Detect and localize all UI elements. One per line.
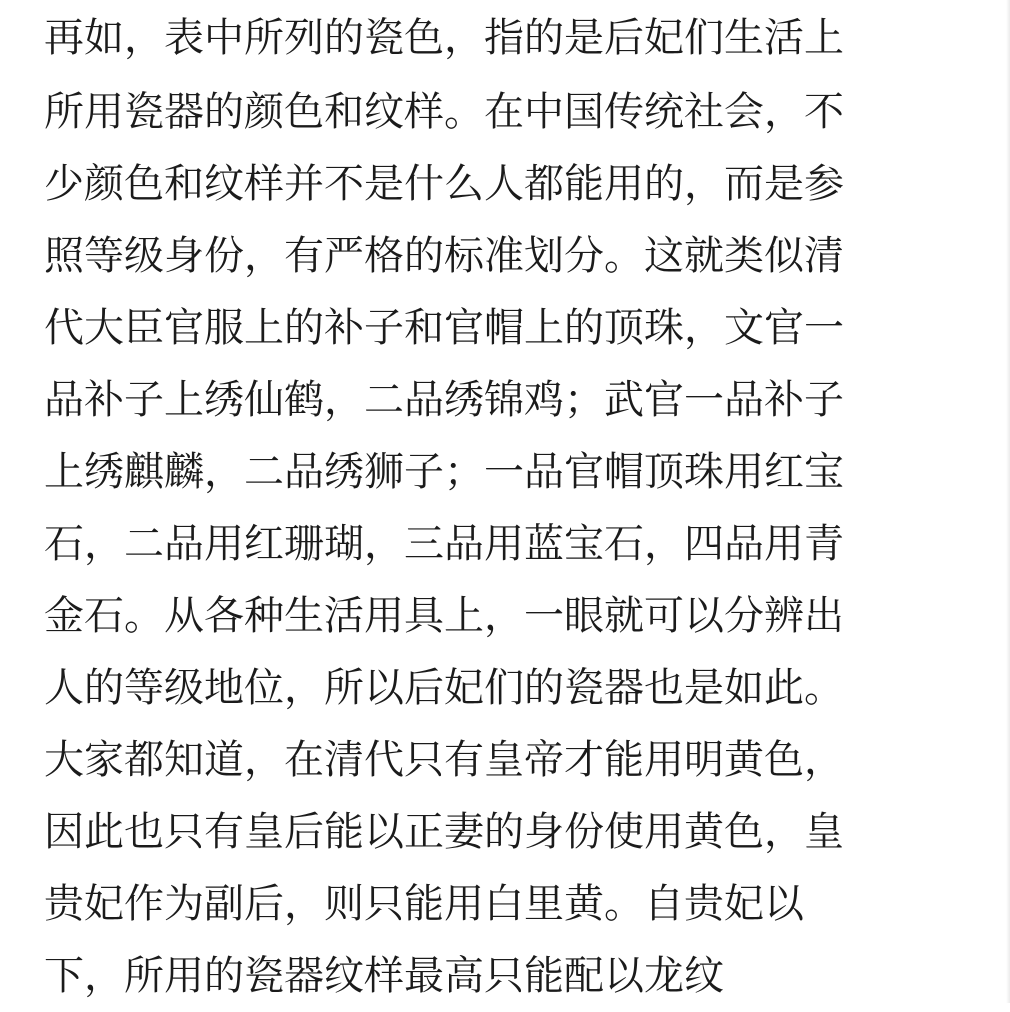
article-line: 大家都知道，在清代只有皇帝才能用明黄色， — [44, 737, 844, 783]
article-line: 照等级身份，有严格的标准划分。这就类似清 — [44, 233, 844, 279]
article-line: 金石。从各种生活用具上，一眼就可以分辨出 — [44, 593, 844, 639]
page-edge-divider — [1006, 0, 1010, 1003]
article-line: 所用瓷器的颜色和纹样。在中国传统社会，不 — [44, 89, 844, 135]
article-line: 上绣麒麟，二品绣狮子；一品官帽顶珠用红宝 — [44, 449, 844, 495]
article-line: 品补子上绣仙鹤，二品绣锦鸡；武官一品补子 — [44, 377, 844, 423]
article-line: 下，所用的瓷器纹样最高只能配以龙纹 — [44, 953, 724, 999]
article-line: 少颜色和纹样并不是什么人都能用的，而是参 — [44, 161, 844, 207]
article-line: 石，二品用红珊瑚，三品用蓝宝石，四品用青 — [44, 521, 844, 567]
article-line: 人的等级地位，所以后妃们的瓷器也是如此。 — [44, 665, 844, 711]
article-line: 代大臣官服上的补子和官帽上的顶珠，文官一 — [44, 305, 844, 351]
article-body — [44, 0, 884, 1012]
article-line: 再如，表中所列的瓷色，指的是后妃们生活上 — [44, 15, 844, 61]
article-line: 贵妃作为副后，则只能用白里黄。自贵妃以 — [44, 881, 804, 927]
article-line: 因此也只有皇后能以正妻的身份使用黄色，皇 — [44, 809, 844, 855]
